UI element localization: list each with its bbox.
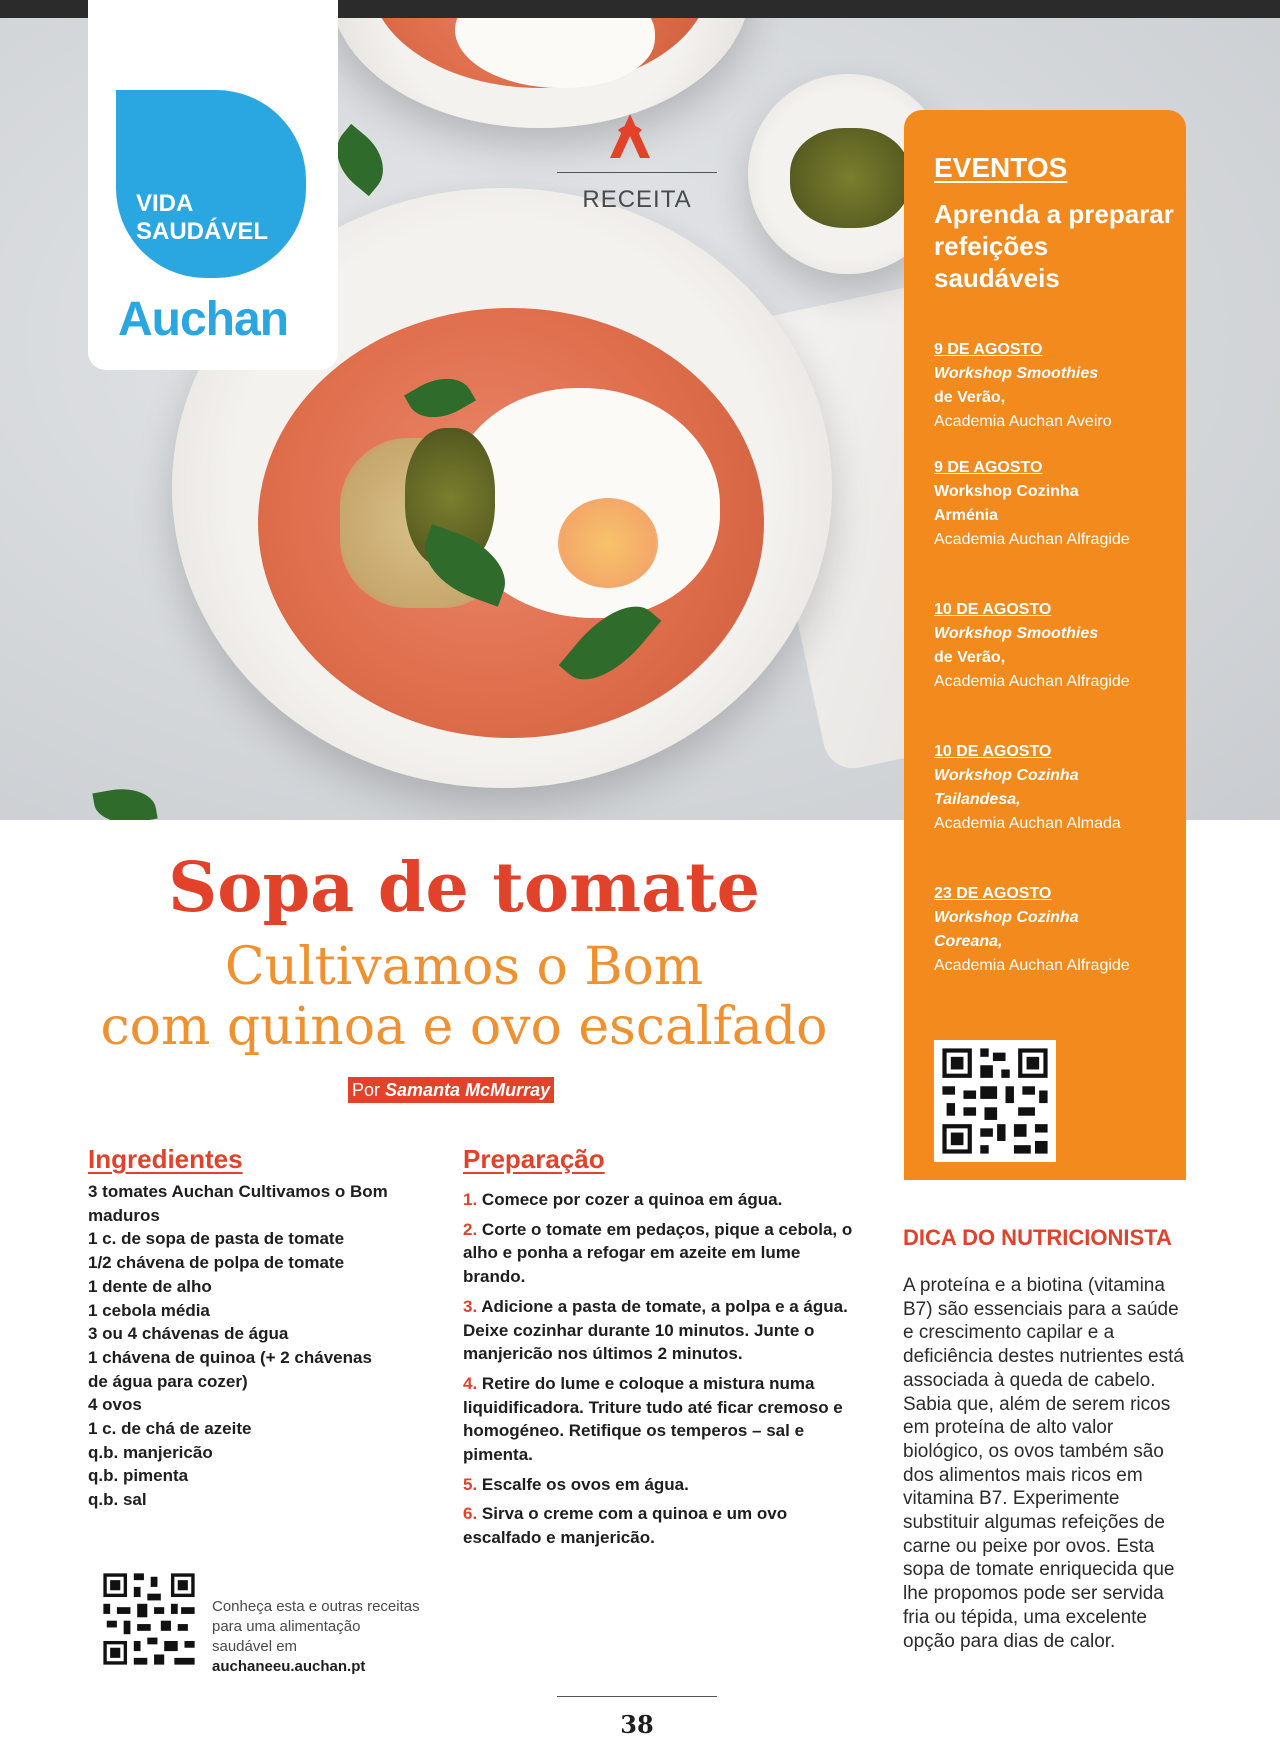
event-name: Workshop Smoothies xyxy=(934,625,1099,642)
step-text: Sirva o creme com a quinoa e um ovo escalfado e manjericão. xyxy=(463,1504,788,1548)
step-number: 2. xyxy=(463,1219,478,1239)
step-text: Retire do lume e coloque a mistura numa liquidificadora. Triture tudo até ficar cremoso e homogéneo. Retifique os temperos – sal e pimenta. xyxy=(463,1373,843,1465)
ingredient-item: q.b. sal xyxy=(88,1490,147,1510)
event-name: Workshop Smoothies xyxy=(934,365,1099,382)
nutritionist-tip-heading: DICA DO NUTRICIONISTA xyxy=(903,1225,1172,1250)
auchan-bird-icon xyxy=(580,110,680,160)
event-name-line2: de Verão, xyxy=(934,649,1006,666)
section-label: RECEITA xyxy=(582,186,692,213)
ingredient-item: 1 c. de sopa de pasta de tomate xyxy=(88,1229,345,1249)
event-name-line2: Arménia xyxy=(934,507,999,524)
vida-saudavel-label: VIDA SAUDÁVEL xyxy=(136,190,269,245)
event-date[interactable]: 10 DE AGOSTO xyxy=(934,601,1052,618)
event-item xyxy=(934,740,1174,836)
pesto-image xyxy=(790,128,910,228)
event-item xyxy=(934,338,1174,434)
ingredient-item: q.b. pimenta xyxy=(88,1466,189,1486)
author-name: Samanta McMurray xyxy=(385,1080,551,1100)
step-text: Corte o tomate em pedaços, pique a cebola, o alho e ponha a refogar em azeite em lume brando. xyxy=(463,1219,853,1287)
step-number: 5. xyxy=(463,1474,478,1494)
preparation-step xyxy=(463,1502,853,1549)
recipe-subtitle-line1: Cultivamos o Bom xyxy=(224,937,704,997)
ingredients-heading: Ingredientes xyxy=(88,1144,243,1174)
preparation-step xyxy=(463,1473,853,1497)
event-place: Academia Auchan Aveiro xyxy=(934,413,1112,430)
event-date[interactable]: 9 DE AGOSTO xyxy=(934,341,1043,358)
event-item xyxy=(934,598,1174,694)
events-qr-code[interactable] xyxy=(934,1040,1056,1162)
page-number-divider xyxy=(557,1696,717,1697)
ingredient-item: 1 dente de alho xyxy=(88,1276,212,1296)
step-number: 4. xyxy=(463,1373,478,1393)
ingredient-item: 3 ou 4 chávenas de água xyxy=(88,1324,289,1344)
event-place: Academia Auchan Almada xyxy=(934,815,1121,832)
step-number: 1. xyxy=(463,1190,478,1209)
ingredient-item: 1/2 chávena de polpa de tomate xyxy=(88,1253,345,1273)
ingredient-item: 3 tomates Auchan Cultivamos o Bom maduros xyxy=(88,1182,388,1225)
qr-url-link[interactable]: auchaneeu.auchan.pt xyxy=(212,1658,366,1675)
auchan-logo: Auchan xyxy=(118,293,289,346)
event-date[interactable]: 23 DE AGOSTO xyxy=(934,885,1052,902)
event-name: Workshop Cozinha xyxy=(934,767,1079,784)
basil-leaf-image xyxy=(92,783,157,820)
qr-caption-text: Conheça esta e outras receitas para uma alimentação saudável em xyxy=(212,1598,420,1655)
step-text: Escalfe os ovos em água. xyxy=(481,1474,689,1494)
receita-divider xyxy=(557,172,717,173)
vida-saudavel-badge xyxy=(116,90,306,278)
step-text: Adicione a pasta de tomate, a polpa e a água. Deixe cozinhar durante 10 minutos. Junte o manjericão nos últimos 2 minutos. xyxy=(463,1296,848,1364)
preparation-steps xyxy=(463,1188,853,1556)
step-number: 3. xyxy=(463,1296,478,1316)
event-place: Academia Auchan Alfragide xyxy=(934,957,1130,974)
recipe-title: Sopa de tomate xyxy=(168,848,760,928)
events-heading: Aprenda a preparar refeições saudáveis xyxy=(934,199,1174,293)
event-item xyxy=(934,456,1174,552)
ingredient-item: 1 chávena de quinoa (+ 2 chávenas de água para cozer) xyxy=(88,1347,372,1391)
event-name: Workshop Cozinha xyxy=(934,909,1079,926)
preparation-step xyxy=(463,1295,853,1366)
event-item xyxy=(934,882,1174,978)
byline-prefix: Por xyxy=(352,1080,381,1100)
event-name-line2: de Verão, xyxy=(934,389,1006,406)
step-text: Comece por cozer a quinoa em água. xyxy=(481,1190,783,1209)
ingredients-list xyxy=(88,1180,388,1512)
event-date[interactable]: 9 DE AGOSTO xyxy=(934,459,1043,476)
ingredient-item: q.b. manjericão xyxy=(88,1442,213,1462)
event-date[interactable]: 10 DE AGOSTO xyxy=(934,743,1052,760)
preparation-step xyxy=(463,1218,853,1289)
event-place: Academia Auchan Alfragide xyxy=(934,673,1130,690)
preparation-step xyxy=(463,1188,853,1212)
byline xyxy=(348,1077,554,1103)
qr-caption xyxy=(212,1597,422,1677)
preparation-heading: Preparação xyxy=(463,1144,605,1174)
events-title: EVENTOS xyxy=(934,152,1068,183)
events-panel xyxy=(904,110,1186,1180)
event-name-line2: Tailandesa, xyxy=(934,791,1021,808)
recipe-subtitle-line2: com quinoa e ovo escalfado xyxy=(100,997,828,1057)
page-number: 38 xyxy=(620,1710,654,1739)
ingredient-item: 1 cebola média xyxy=(88,1300,210,1320)
ingredient-item: 1 c. de chá de azeite xyxy=(88,1419,252,1439)
event-place: Academia Auchan Alfragide xyxy=(934,531,1130,548)
nutritionist-tip-body: A proteína e a biotina (vitamina B7) são essenciais para a saúde e crescimento capilar e a deficiência destes nutrientes está associada à queda de cabelo. Sabia que, além de serem ricos em proteína de alto valor biológico, os ovos também são dos alimentos mais ricos em vitamina B7. Experimente substituir algumas refeições de carne ou peixe por ovos. Esta sopa de tomate enriquecida que lhe propomos pode ser servida fria ou tépida, uma excelente opção para dias de calor. xyxy=(903,1275,1184,1652)
brand-logo-card xyxy=(88,0,338,370)
recipes-qr-code[interactable] xyxy=(100,1570,198,1668)
ingredient-item: 4 ovos xyxy=(88,1395,142,1415)
egg-yolk-image xyxy=(558,498,658,588)
step-number: 6. xyxy=(463,1504,478,1524)
event-name-line2: Coreana, xyxy=(934,933,1003,950)
event-name: Workshop Cozinha xyxy=(934,483,1079,500)
preparation-step xyxy=(463,1372,853,1467)
